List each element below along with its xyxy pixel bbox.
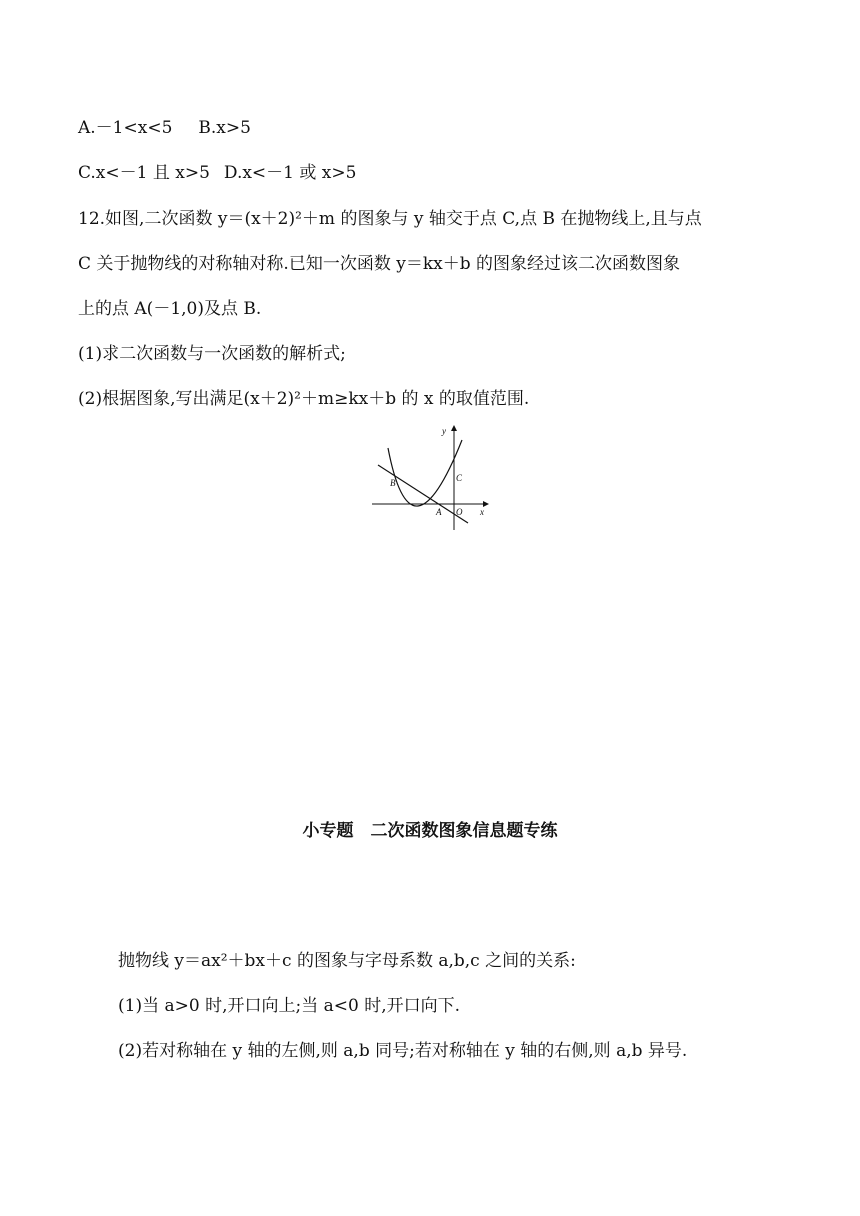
option-b: B.x>5 (198, 118, 251, 138)
section-point-1: (1)当 a>0 时,开口向上;当 a<0 时,开口向下. (118, 996, 461, 1016)
label-o: O (456, 507, 463, 517)
option-d: D.x<－1 或 x>5 (223, 163, 357, 183)
label-x: x (480, 507, 484, 517)
section-title: 小专题 二次函数图象信息题专练 (302, 821, 558, 841)
label-a: A (436, 507, 442, 517)
option-c: C.x<－1 且 x>5 (78, 163, 210, 183)
parabola-curve (388, 440, 462, 506)
section-point-2: (2)若对称轴在 y 轴的左侧,则 a,b 同号;若对称轴在 y 轴的右侧,则 a,b 异号. (118, 1041, 688, 1061)
problem-12-part-2: (2)根据图象,写出满足(x＋2)²＋m≥kx＋b 的 x 的取值范围. (78, 389, 530, 409)
problem-12-line-2: C 关于抛物线的对称轴对称.已知一次函数 y＝kx＋b 的图象经过该二次函数图象 (78, 254, 680, 274)
section-intro: 抛物线 y＝ax²＋bx＋c 的图象与字母系数 a,b,c 之间的关系: (118, 951, 576, 971)
label-y: y (442, 426, 446, 436)
label-c: C (456, 473, 463, 483)
options-row-2 (78, 162, 356, 184)
option-a: A.－1<x<5 (78, 118, 173, 138)
problem-12-part-1: (1)求二次函数与一次函数的解析式; (78, 344, 346, 364)
problem-12-line-3: 上的点 A(－1,0)及点 B. (78, 299, 262, 319)
options-row-1 (78, 117, 251, 139)
problem-12-line-1: 12.如图,二次函数 y＝(x＋2)²＋m 的图象与 y 轴交于点 C,点 B 在抛物线上,且与点 (78, 209, 702, 229)
parabola-line-figure (366, 420, 496, 535)
label-b: B (390, 478, 396, 488)
